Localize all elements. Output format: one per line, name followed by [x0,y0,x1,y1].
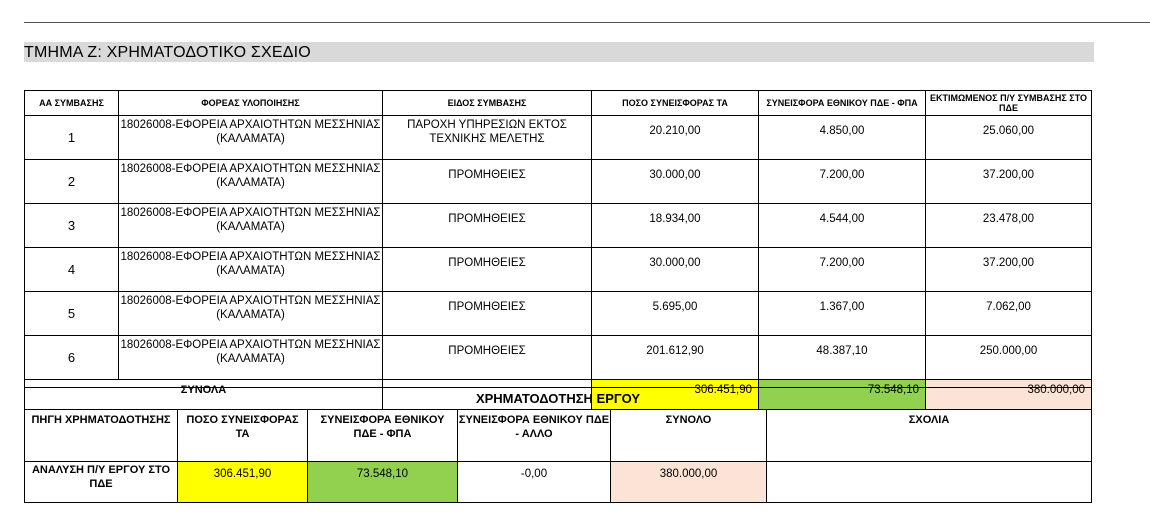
header-contribution-vat: ΣΥΝΕΙΣΦΟΡΑ ΕΘΝΙΚΟΥ ΠΔΕ - ΦΠΑ [308,410,458,462]
funding-title: ΧΡΗΜΑΤΟΔΟΤΗΣΗ ΕΡΓΟΥ [25,388,1092,410]
cell-aa: 3 [25,204,119,248]
cell-contribution-vat: 7.200,00 [759,248,926,292]
cell-estimated-budget: 250.000,00 [926,336,1092,380]
cell-estimated-budget: 37.200,00 [926,248,1092,292]
cell-agency: 18026008-ΕΦΟΡΕΙΑ ΑΡΧΑΙΟΤΗΤΩΝ ΜΕΣΣΗΝΙΑΣ (ΚΑΛΑΜΑΤΑ) [119,204,383,248]
header-total: ΣΥΝΟΛΟ [611,410,767,462]
header-estimated-budget: ΕΚΤΙΜΩΜΕΝΟΣ Π/Υ ΣΥΜΒΑΣΗΣ ΣΤΟ ΠΔΕ [926,91,1092,116]
cell-total: 380.000,00 [611,462,767,503]
cell-type: ΠΡΟΜΗΘΕΙΕΣ [383,160,592,204]
cell-agency: 18026008-ΕΦΟΡΕΙΑ ΑΡΧΑΙΟΤΗΤΩΝ ΜΕΣΣΗΝΙΑΣ (ΚΑΛΑΜΑΤΑ) [119,248,383,292]
funding-data-row [25,462,1092,503]
header-type: ΕΙΔΟΣ ΣΥΜΒΑΣΗΣ [383,91,592,116]
header-aa: ΑΑ ΣΥΜΒΑΣΗΣ [25,91,119,116]
cell-type: ΠΡΟΜΗΘΕΙΕΣ [383,248,592,292]
cell-amount-ta: 306.451,90 [178,462,308,503]
cell-contribution-vat: 73.548,10 [308,462,458,503]
cell-agency: 18026008-ΕΦΟΡΕΙΑ ΑΡΧΑΙΟΤΗΤΩΝ ΜΕΣΣΗΝΙΑΣ (ΚΑΛΑΜΑΤΑ) [119,160,383,204]
cell-aa: 5 [25,292,119,336]
contracts-header-row [25,91,1092,116]
cell-aa: 6 [25,336,119,380]
cell-estimated-budget: 23.478,00 [926,204,1092,248]
funding-header-row [25,410,1092,462]
header-contribution-vat: ΣΥΝΕΙΣΦΟΡΑ ΕΘΝΙΚΟΥ ΠΔΕ - ΦΠΑ [759,91,926,116]
cell-amount-ta: 30.000,00 [592,160,759,204]
cell-aa: 4 [25,248,119,292]
totals-amount-ta: 306.451,90 [592,380,759,410]
cell-contribution-vat: 4.850,00 [759,116,926,160]
cell-estimated-budget: 37.200,00 [926,160,1092,204]
cell-contribution-other: -0,00 [458,462,611,503]
cell-contribution-vat: 4.544,00 [759,204,926,248]
table-row [25,116,1092,160]
cell-source: ΑΝΑΛΥΣΗ Π/Υ ΕΡΓΟΥ ΣΤΟ ΠΔΕ [25,462,178,503]
totals-estimated-budget: 380.000,00 [926,380,1092,410]
top-rule [24,22,1150,23]
contracts-table [24,90,1092,410]
table-row [25,204,1092,248]
cell-amount-ta: 5.695,00 [592,292,759,336]
cell-contribution-vat: 7.200,00 [759,160,926,204]
cell-amount-ta: 201.612,90 [592,336,759,380]
cell-type: ΠΡΟΜΗΘΕΙΕΣ [383,336,592,380]
cell-aa: 1 [25,116,119,160]
header-amount-ta: ΠΟΣΟ ΣΥΝΕΙΣΦΟΡΑΣ ΤΑ [178,410,308,462]
table-row [25,248,1092,292]
table-row [25,336,1092,380]
header-comments: ΣΧΟΛΙΑ [767,410,1092,462]
cell-contribution-vat: 1.367,00 [759,292,926,336]
totals-contribution-vat: 73.548,10 [759,380,926,410]
funding-title-row [25,388,1092,410]
cell-type: ΠΑΡΟΧΗ ΥΠΗΡΕΣΙΩΝ ΕΚΤΟΣ ΤΕΧΝΙΚΗΣ ΜΕΛΕΤΗΣ [383,116,592,160]
cell-agency: 18026008-ΕΦΟΡΕΙΑ ΑΡΧΑΙΟΤΗΤΩΝ ΜΕΣΣΗΝΙΑΣ (ΚΑΛΑΜΑΤΑ) [119,336,383,380]
cell-amount-ta: 18.934,00 [592,204,759,248]
cell-type: ΠΡΟΜΗΘΕΙΕΣ [383,292,592,336]
cell-agency: 18026008-ΕΦΟΡΕΙΑ ΑΡΧΑΙΟΤΗΤΩΝ ΜΕΣΣΗΝΙΑΣ (ΚΑΛΑΜΑΤΑ) [119,292,383,336]
cell-agency: 18026008-ΕΦΟΡΕΙΑ ΑΡΧΑΙΟΤΗΤΩΝ ΜΕΣΣΗΝΙΑΣ (ΚΑΛΑΜΑΤΑ) [119,116,383,160]
cell-aa: 2 [25,160,119,204]
header-amount-ta: ΠΟΣΟ ΣΥΝΕΙΣΦΟΡΑΣ ΤΑ [592,91,759,116]
totals-label: ΣΥΝΟΛΑ [25,380,383,410]
table-row [25,160,1092,204]
cell-type: ΠΡΟΜΗΘΕΙΕΣ [383,204,592,248]
cell-comments [767,462,1092,503]
cell-estimated-budget: 7.062,00 [926,292,1092,336]
header-source: ΠΗΓΗ ΧΡΗΜΑΤΟΔΟΤΗΣΗΣ [25,410,178,462]
header-agency: ΦΟΡΕΑΣ ΥΛΟΠΟΙΗΣΗΣ [119,91,383,116]
cell-estimated-budget: 25.060,00 [926,116,1092,160]
cell-contribution-vat: 48.387,10 [759,336,926,380]
cell-amount-ta: 30.000,00 [592,248,759,292]
funding-table [24,387,1092,503]
section-title: ΤΜΗΜΑ Ζ: ΧΡΗΜΑΤΟΔΟΤΙΚΟ ΣΧΕΔΙΟ [24,42,1094,62]
table-row [25,292,1092,336]
cell-amount-ta: 20.210,00 [592,116,759,160]
header-contribution-other: ΣΥΝΕΙΣΦΟΡΑ ΕΘΝΙΚΟΥ ΠΔΕ - ΑΛΛΟ [458,410,611,462]
